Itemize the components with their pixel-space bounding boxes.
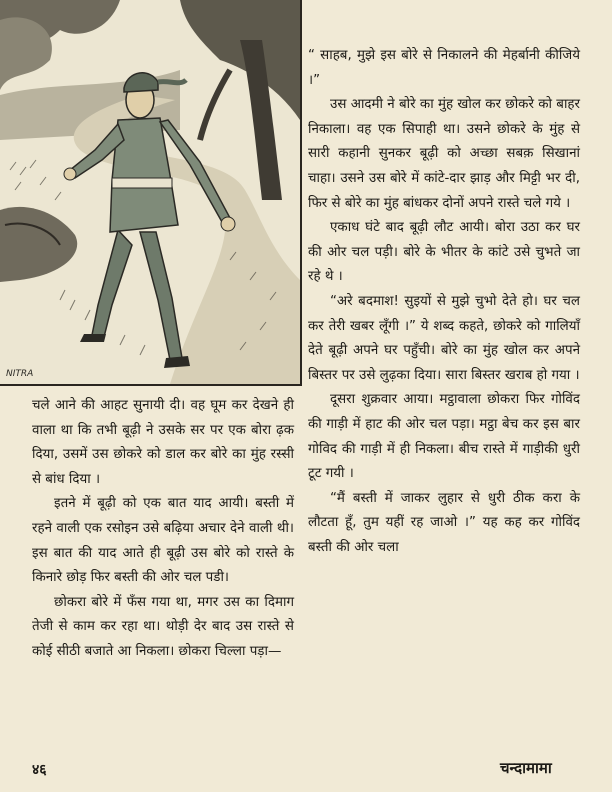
magazine-name: चन्दामामा — [500, 759, 552, 777]
boy-on-road-illustration-icon — [0, 0, 300, 384]
page-number: ४६ — [32, 762, 47, 778]
left-text-column — [32, 394, 294, 665]
paragraph: एकाध घंटे बाद बूढ़ी लौट आयी। बोरा उठा कर घर की ओर चल पड़ी। बोरे के भीतर के कांटे उसे चुभते जा रहे थे । — [308, 220, 580, 285]
paragraph: दूसरा शुक्रवार आया। मट्ठावाला छोकरा फिर गोविंद की गाड़ी में हाट की ओर चल पड़ा। मट्ठा बेच कर इस बार गोविद की गाड़ी में ही निकला। बीच रास्ते में गाड़ीकी धुरी टूट गयी । — [308, 392, 580, 482]
paragraph: “ साहब, मुझे इस बोरे से निकालने की मेहर्बानी कीजिये ।” — [308, 48, 580, 88]
paragraph: “मैं बस्ती में जाकर लुहार से धुरी ठीक करा के लौटता हूँ, तुम यहीं रह जाओ ।” यह कह कर गोविंद बस्ती की ओर चला — [308, 490, 580, 555]
story-illustration — [0, 0, 302, 386]
paragraph: इतने में बूढ़ी को एक बात याद आयी। बस्ती में रहने वाली एक रसोइन उसे बढ़िया अचार देने वाली थी। इस बात की याद आते ही बूढ़ी उस बोरे को रास्ते के किनारे छोड़ फिर बस्ती की ओर चल पडी। — [32, 496, 294, 586]
right-text-column — [308, 44, 580, 560]
paragraph: छोकरा बोरे में फँस गया था, मगर उस का दिमाग तेजी से काम कर रहा था। थोड़ी देर बाद उस रास्ते से कोई सीठी बजाते आ निकला। छोकरा चिल्ला पड़ा— — [32, 594, 294, 659]
paragraph: उस आदमी ने बोरे का मुंह खोल कर छोकरे को बाहर निकाला। वह एक सिपाही था। उसने छोकरे के मुंह से सारी कहानी सुनकर बूढ़ी को अच्छा सबक़ सिखानां चाहा। उसने उस बोरे में कांटे-दार झाड़ और मिट्टी भर दी, फिर से बोरे का मुंह बांधकर दोनों अपने रास्ते चले गये । — [308, 97, 580, 211]
paragraph: चले आने की आहट सुनायी दी। वह घूम कर देखने ही वाला था कि तभी बूढ़ी ने उसके सर पर एक बोरा ढ़क दिया, उसमें उस छोकरे को डाल कर बोरे का मुंह रस्सी से बांध दिया । — [32, 398, 294, 487]
artist-signature: NITRA — [6, 369, 34, 379]
paragraph: “अरे बदमाश! सुइयों से मुझे चुभो देते हो। घर चल कर तेरी खबर लूँगी ।” ये शब्द कहते, छोकरे को गालियाँ देते बूढ़ी अपने घर पहुँची। बोरे का मुंह खोल कर अपने बिस्तर पर उसे लुढ़का दिया। सारा बिस्तर खराब हो गया । — [308, 293, 580, 383]
